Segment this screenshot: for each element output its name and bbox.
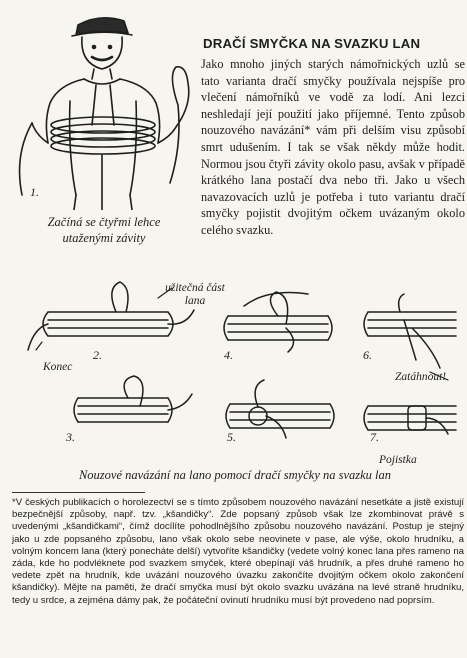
- figure-caption: Nouzové navázání na lano pomocí dračí smyčky na svazku lan: [78, 468, 392, 482]
- knot-step-5-drawing: [226, 380, 334, 438]
- label-safety: Pojistka: [379, 454, 417, 466]
- step-6-number: 6.: [363, 348, 372, 362]
- step-7-number: 7.: [370, 430, 379, 444]
- label-tighten: Zatáhnout!: [395, 371, 447, 383]
- step-4-number: 4.: [224, 348, 233, 362]
- figure-1-caption: [44, 214, 164, 246]
- article-title: DRAČÍ SMYČKA NA SVAZKU LAN: [203, 36, 421, 51]
- footnote-divider: [12, 492, 145, 493]
- article-body: Jako mnoho jiných starých námořnických uzlů se tato varianta dračí smyčky používala nejspíše pro vlečení námořníků ve vodě za lodí. Ani lezci neshledají její použití jako příjemné. Tento způsob nouzového navázání* vám při delším visu způsobí smrt udušením. I tak se však někdy může hodit. Normou jsou čtyři závity okolo pasu, avšak v případě krátkého lana postačí dva nebo tři. Jako u všech navazovacích uzlů je potřeba i tuto variantu dračí smyčky pojistit dvojitým očkem uvázaným okolo celého svazku.: [201, 57, 465, 237]
- step-3-number: 3.: [66, 430, 75, 444]
- footnote: *V českých publikacích o horolezectví se s tímto způsobem nouzového navázání nesetkáte a jistě existují bezpečnější způsoby, např. tzv. „kšandičky“. Zde popsaný způsob však lze zkombinovat právě s uvedenými „kšandičkami“, čímž docílíte pohodlnějšího způsobu nouzového navázání. Postup je stejný jako u zde popsaného způsobu, lano však okolo sebe neovinete v pase, ale výše, okolo hrudníku, a volným koncem lana (který ponecháte delší) vytvoříte kšandičky (vedete volný konec lana přes rameno na záda, kde ho podvléknete pod svazkem smyček, které obepínají váš hrudník, a přes druhé rameno ho vedete zpět na hrudník, kde uvázání nouzového úvazku zakončíte dvojitým očkem okolo zakončení kšandičky). Mějte na paměti, že dračí smyčka musí být okolo svazku uvázána na levé straně hrudníku, tedy u srdce, a zejména dámy pak, že počáteční ovinutí hrudníku musí být provedeno nad poprsím.: [12, 497, 464, 606]
- step-2-number: 2.: [93, 348, 102, 362]
- step-5-number: 5.: [227, 430, 236, 444]
- knot-step-6-drawing: [364, 294, 456, 368]
- label-useful-part-line-2: lana: [184, 295, 206, 307]
- figure-1-caption-line-2: utaženými závity: [62, 231, 146, 245]
- knot-step-4-drawing: [224, 292, 332, 352]
- label-useful-part-line-1: užitečná část: [165, 282, 225, 294]
- knot-step-3-drawing: [74, 376, 192, 422]
- figure-1-number: 1.: [30, 185, 39, 199]
- label-useful-part: [158, 282, 232, 308]
- figure-1-caption-line-1: Začíná se čtyřmi lehce: [47, 215, 161, 229]
- label-end: Konec: [43, 361, 73, 373]
- sailor-illustration: [10, 5, 200, 210]
